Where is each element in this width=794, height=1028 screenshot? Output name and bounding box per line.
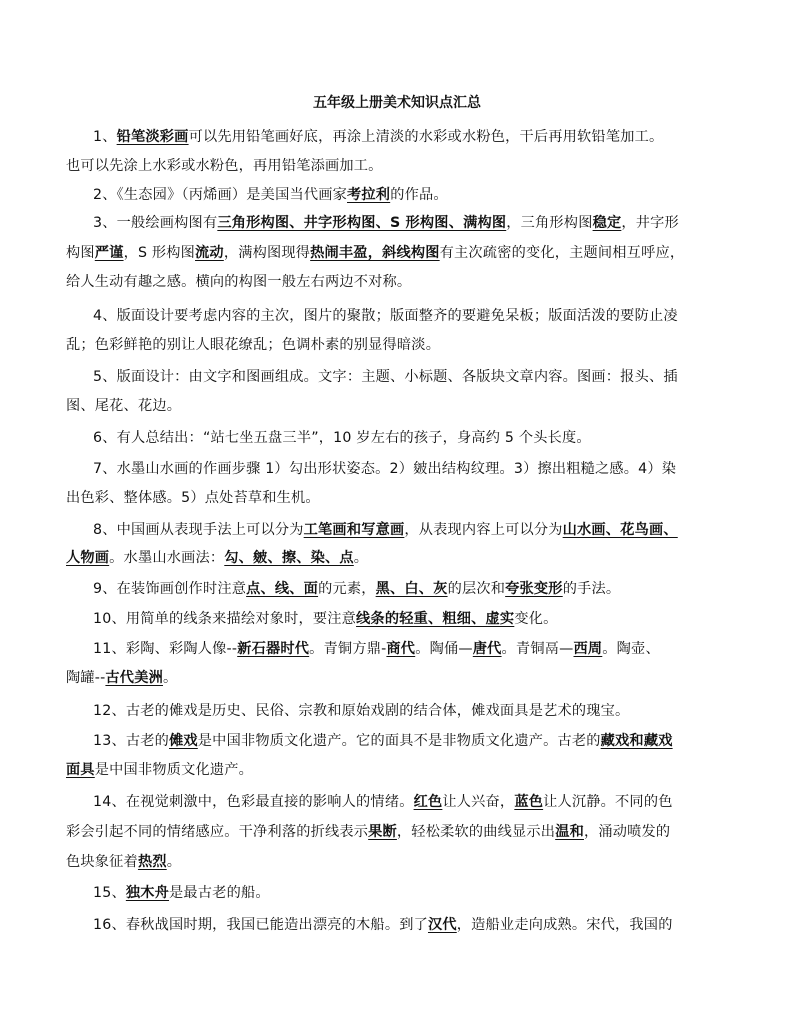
text-segment: 出色彩、整体感。5）点处苔草和生机。 — [66, 490, 320, 506]
key-term: 红色 — [413, 794, 443, 810]
key-term: 果断 — [368, 824, 397, 840]
text-segment: 11、彩陶、彩陶人像-- — [93, 641, 238, 657]
text-segment: 6、有人总结出：“站七坐五盘三半”，10 岁左右的孩子，身高约 5 个头长度。 — [93, 430, 591, 446]
key-term: 线条的轻重、粗细、虚实 — [356, 611, 515, 627]
text-segment: ，造船业走向成熟。宋代，我国的 — [456, 917, 673, 933]
document-line — [66, 242, 746, 264]
key-term: 热闹丰盈，斜线构图 — [310, 245, 440, 261]
key-term: 面具 — [66, 762, 95, 778]
text-segment: 有主次疏密的变化，主题间相互呼应， — [439, 245, 685, 261]
text-segment: 是最古老的船。 — [169, 885, 270, 901]
text-segment: 构图 — [66, 245, 95, 261]
text-segment: 16、春秋战国时期，我国已能造出漂亮的木船。到了 — [93, 917, 428, 933]
key-term: 新石器时代 — [237, 641, 310, 657]
text-segment: 图、尾花、花边。 — [66, 398, 182, 414]
text-segment: 的手法。 — [562, 581, 621, 597]
text-segment: 。陶俑— — [415, 641, 473, 657]
text-segment: 3、一般绘画构图有 — [93, 215, 218, 231]
key-term: 铅笔淡彩画 — [116, 129, 189, 145]
key-term: 山水画、花鸟画、 — [562, 522, 678, 538]
document-line — [66, 667, 746, 689]
text-segment: 。水墨山水画法： — [109, 550, 225, 566]
document-title: 五年级上册美术知识点汇总 — [313, 95, 481, 111]
text-segment: 12、古老的傩戏是历史、民俗、宗教和原始戏剧的结合体，傩戏面具是艺术的瑰宝。 — [93, 703, 630, 719]
text-segment: 5、版面设计：由文字和图画组成。文字：主题、小标题、各版块文章内容。图画：报头、插 — [93, 369, 678, 385]
document-line — [93, 305, 773, 327]
document-line — [93, 730, 773, 752]
text-segment: 让人沉静。不同的色 — [543, 794, 673, 810]
document-line — [93, 791, 773, 813]
document-line — [93, 882, 773, 904]
key-term: 藏戏和藏戏 — [600, 733, 673, 749]
text-segment: 15、 — [93, 885, 126, 901]
document-line — [66, 547, 746, 569]
text-segment: 乱；色彩鲜艳的别让人眼花缭乱；色调朴素的别显得暗淡。 — [66, 337, 441, 353]
document-line — [66, 821, 746, 843]
key-term: 人物画 — [66, 550, 110, 566]
key-term: 勾、皴、擦、染、点 — [224, 550, 354, 566]
text-segment: 14、在视觉刺激中，色彩最直接的影响人的情绪。 — [93, 794, 414, 810]
document-line — [66, 155, 746, 177]
document-line — [93, 700, 773, 722]
document-line — [66, 759, 746, 781]
key-term: 温和 — [555, 824, 584, 840]
text-segment: 可以先用铅笔画好底，再涂上清淡的水彩或水粉色，干后再用软铅笔加工。 — [188, 129, 664, 145]
document-line — [66, 851, 746, 873]
key-term: 考拉利 — [347, 187, 391, 203]
document-line — [93, 519, 773, 541]
text-segment: 给人生动有趣之感。横向的构图一般左右两边不对称。 — [66, 274, 412, 290]
document-line — [93, 427, 773, 449]
key-term: 工笔画和写意画 — [303, 522, 405, 538]
document-line — [93, 638, 773, 660]
document-line — [93, 914, 773, 936]
text-segment: ，三角形构图 — [506, 215, 593, 231]
document-line — [66, 395, 746, 417]
text-segment: 。青铜鬲— — [501, 641, 574, 657]
document-line — [93, 578, 773, 600]
text-segment: ，井字形 — [621, 215, 679, 231]
text-segment: 是中国非物质文化遗产。 — [94, 762, 254, 778]
text-segment: 8、中国画从表现手法上可以分为 — [93, 522, 304, 538]
key-term: 夸张变形 — [505, 581, 563, 597]
text-segment: 也可以先涂上水彩或水粉色，再用铅笔添画加工。 — [66, 158, 383, 174]
text-segment: 的元素， — [318, 581, 376, 597]
document-line — [93, 608, 773, 630]
text-segment: ，S 形构图 — [123, 245, 196, 261]
document-line — [93, 126, 773, 148]
key-term: 流动 — [195, 245, 224, 261]
text-segment: 1、 — [93, 129, 117, 145]
document-line — [66, 271, 746, 293]
document-line — [93, 366, 773, 388]
text-segment: 。 — [166, 854, 182, 870]
key-term: 商代 — [386, 641, 416, 657]
text-segment: 是中国非物质文化遗产。它的面具不是非物质文化遗产。古老的 — [197, 733, 601, 749]
text-segment: 13、古老的 — [93, 733, 170, 749]
key-term: 蓝色 — [514, 794, 544, 810]
text-segment: 陶罐-- — [66, 670, 106, 686]
text-segment: 的层次和 — [447, 581, 506, 597]
text-segment: 7、水墨山水画的作画步骤 1）勾出形状姿态。2）皴出结构纹理。3）擦出粗糙之感。4）染 — [93, 461, 677, 477]
document-line — [93, 184, 773, 206]
key-term: 三角形构图、井字形构图、S 形构图、满构图 — [217, 215, 507, 231]
document-line — [66, 334, 746, 356]
key-term: 唐代 — [472, 641, 502, 657]
text-segment: 让人兴奋， — [442, 794, 515, 810]
key-term: 独木舟 — [125, 885, 170, 901]
text-segment: 。陶壶、 — [602, 641, 660, 657]
text-segment: 4、版面设计要考虑内容的主次，图片的聚散；版面整齐的要避免呆板；版面活泼的要防止凌 — [93, 308, 678, 324]
text-segment: 彩会引起不同的情绪感应。干净利落的折线表示 — [66, 824, 369, 840]
document-line — [93, 212, 773, 234]
key-term: 黑、白、灰 — [375, 581, 448, 597]
text-segment: ，涌动喷发的 — [583, 824, 671, 840]
key-term: 古代美洲 — [105, 670, 163, 686]
text-segment: 。 — [162, 670, 178, 686]
text-segment: 的作品。 — [390, 187, 448, 203]
document-line — [93, 458, 773, 480]
key-term: 点、线、面 — [246, 581, 319, 597]
text-segment: 2、《生态园》（丙烯画）是美国当代画家 — [93, 187, 348, 203]
key-term: 严谨 — [94, 245, 124, 261]
text-segment: ，满构图现得 — [223, 245, 311, 261]
text-segment: 9、在装饰画创作时注意 — [93, 581, 247, 597]
text-segment: 变化。 — [514, 611, 558, 627]
key-term: 热烈 — [137, 854, 167, 870]
key-term: 西周 — [573, 641, 603, 657]
text-segment: 色块象征着 — [66, 854, 138, 870]
key-term: 汉代 — [427, 917, 457, 933]
text-segment: ，从表现内容上可以分为 — [404, 522, 563, 538]
document-line — [66, 487, 746, 509]
text-segment: 。 — [353, 550, 369, 566]
text-segment: 。青铜方鼎- — [309, 641, 387, 657]
text-segment: ，轻松柔软的曲线显示出 — [396, 824, 556, 840]
text-segment: 10、用简单的线条来描绘对象时，要注意 — [93, 611, 357, 627]
key-term: 傩戏 — [169, 733, 198, 749]
key-term: 稳定 — [592, 215, 622, 231]
